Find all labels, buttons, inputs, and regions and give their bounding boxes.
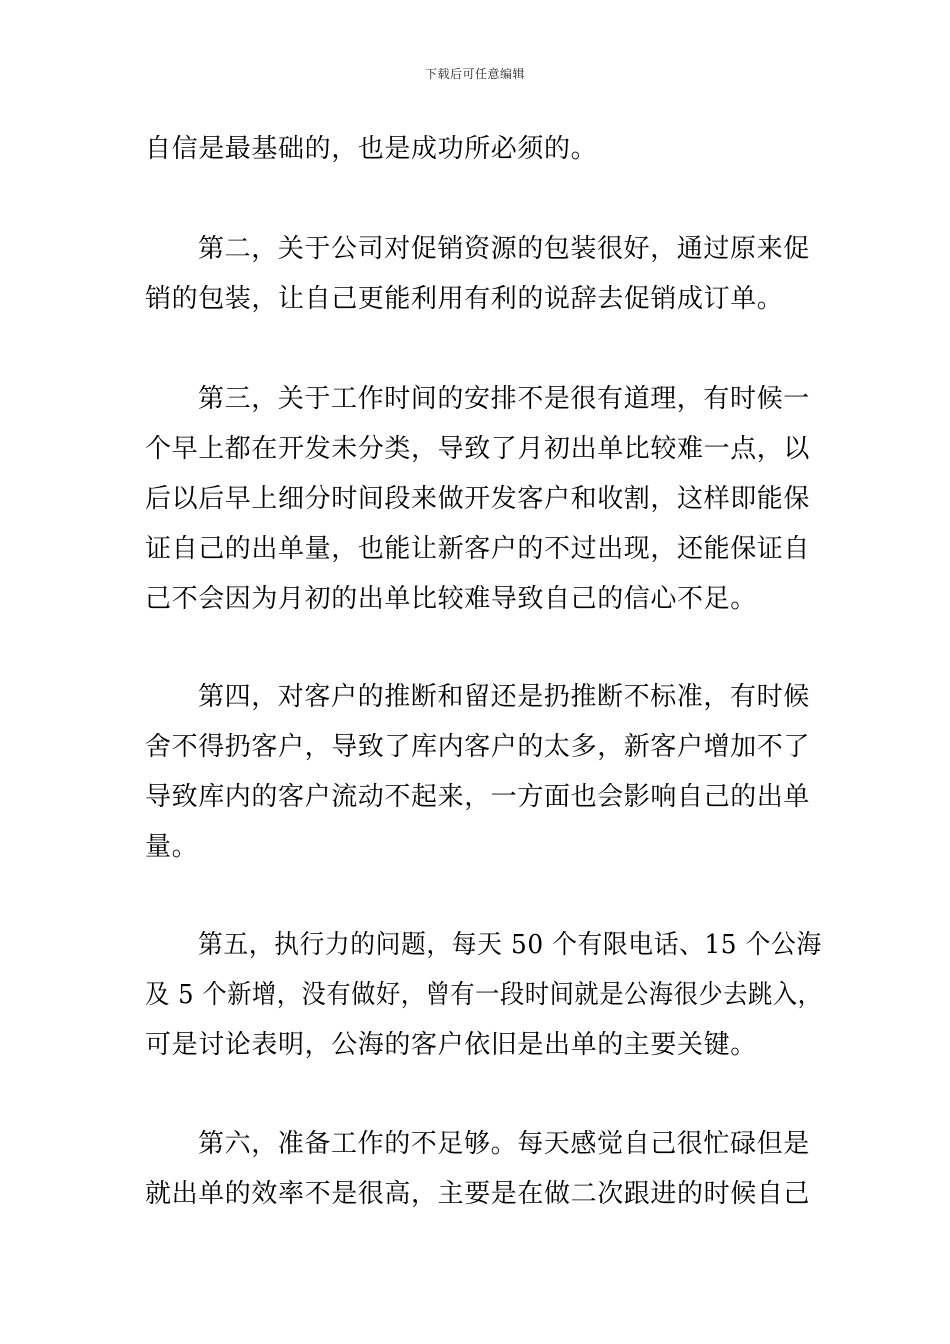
paragraph-line: 证自己的出单量，也能让新客户的不过出现，还能保证自 xyxy=(145,534,811,564)
paragraph-line: 第五，执行力的问题，每天 50 个有限电话、15 个公海 xyxy=(198,930,822,960)
paragraph-line: 第三，关于工作时间的安排不是很有道理，有时候一 xyxy=(198,384,810,414)
paragraph-line: 自信是最基础的，也是成功所必须的。 xyxy=(145,134,598,164)
paragraph-line: 销的包装，让自己更能利用有利的说辞去促销成订单。 xyxy=(145,284,784,314)
paragraph-line: 后以后早上细分时间段来做开发客户和收割，这样即能保 xyxy=(145,484,811,514)
paragraph-line: 第二，关于公司对促销资源的包装很好，通过原来促 xyxy=(198,234,810,264)
paragraph-line: 己不会因为月初的出单比较难导致自己的信心不足。 xyxy=(145,584,757,614)
paragraph-line: 个早上都在开发未分类，导致了月初出单比较难一点，以 xyxy=(145,434,811,464)
page-header: 下载后可任意编辑 xyxy=(424,67,525,81)
paragraph-line: 量。 xyxy=(145,832,199,862)
paragraph-line: 导致库内的客户流动不起来，一方面也会影响自己的出单 xyxy=(145,782,811,812)
paragraph-line: 及 5 个新增，没有做好，曾有一段时间就是公海很少去跳入， xyxy=(145,980,823,1010)
paragraph-line: 第六，准备工作的不足够。每天感觉自己很忙碌但是 xyxy=(198,1129,810,1159)
paragraph-line: 就出单的效率不是很高，主要是在做二次跟进的时候自己 xyxy=(145,1179,811,1209)
paragraph-line: 第四，对客户的推断和留还是扔推断不标准，有时候 xyxy=(198,682,810,712)
paragraph-line: 可是讨论表明，公海的客户依旧是出单的主要关键。 xyxy=(145,1030,757,1060)
paragraph-line: 舍不得扔客户，导致了库内客户的太多，新客户增加不了 xyxy=(145,732,811,762)
